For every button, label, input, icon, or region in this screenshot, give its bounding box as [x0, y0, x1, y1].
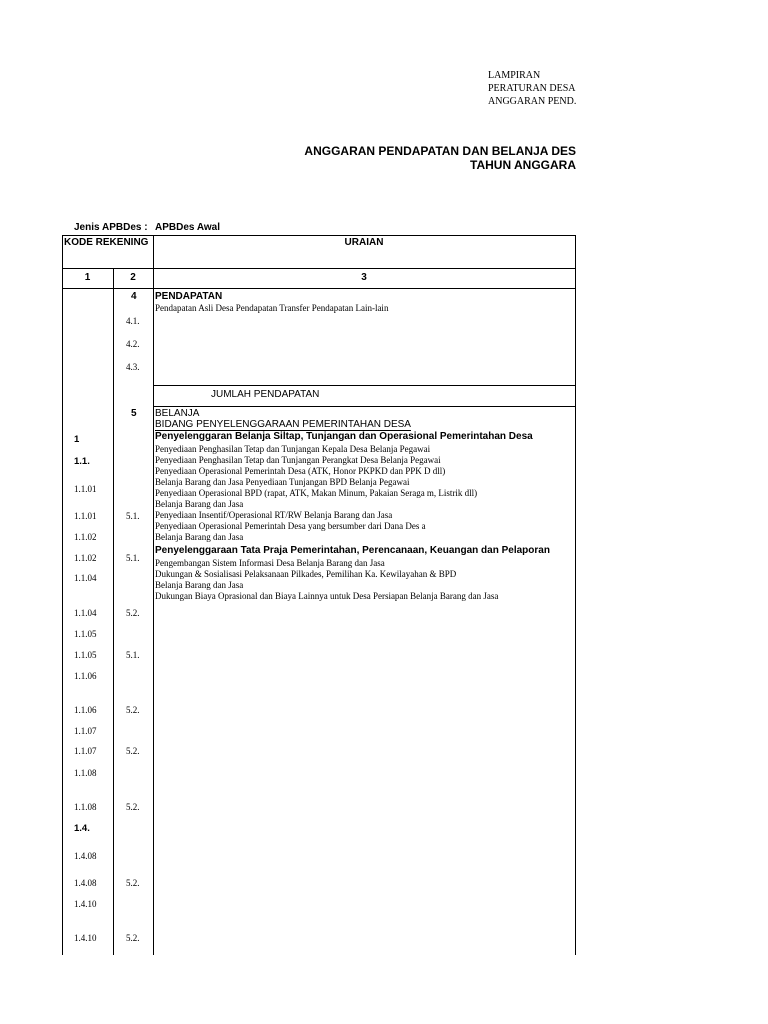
kode-rekening-cell: 1.4.10	[74, 933, 97, 943]
header-kode-rekening: KODE REKENING	[64, 237, 149, 248]
number-row-border	[62, 288, 576, 289]
colnum-3: 3	[361, 272, 367, 283]
desc-line: Dukungan & Sosialisasi Pelaksanaan Pilkades, Pemilihan Ka. Kewilayahan & BPD	[155, 569, 457, 579]
belanja-title: BELANJA	[155, 408, 200, 419]
lampiran-block	[488, 69, 576, 108]
kode-rekening-cell: 1.1.07	[74, 726, 97, 736]
bidang-title-text: BIDANG PENYELENGGARAAN PEMERINTAHAN DESA	[155, 419, 411, 430]
col1-divider	[113, 268, 114, 955]
kode-rekening-cell: 1.4.10	[74, 899, 97, 909]
belanja-code: 5	[131, 408, 137, 419]
pendapatan-subcode: 4.2.	[126, 339, 140, 349]
kode-rekening-cell: 1.1.01	[74, 484, 97, 494]
jenis-apbdes-label: Jenis APBDes :	[74, 222, 148, 233]
header-row-border	[62, 268, 576, 269]
bidang-title	[155, 419, 411, 430]
kode-rekening-cell: 1.1.06	[74, 705, 97, 715]
table-top-border	[62, 235, 576, 236]
kode-belanja-cell: 5.1.	[126, 553, 140, 563]
kode-rekening-cell: 1.1.02	[74, 532, 97, 542]
kode-rekening-cell: 1.1.04	[74, 608, 97, 618]
kode-rekening-cell: 1.4.	[74, 823, 90, 834]
colnum-2: 2	[130, 272, 136, 283]
desc-line: Pengembangan Sistem Informasi Desa Belanja Barang dan Jasa	[155, 558, 385, 568]
desc-line: Belanja Barang dan Jasa Penyediaan Tunjangan BPD Belanja Pegawai	[155, 477, 410, 487]
kode-rekening-cell: 1.1.05	[74, 629, 97, 639]
kode-rekening-cell: 1.1.08	[74, 802, 97, 812]
desc-line: Penyediaan Operasional Pemerintah Desa (ATK, Honor PKPKD dan PPK D dll)	[155, 466, 446, 476]
jumlah-pendapatan-label: JUMLAH PENDAPATAN	[211, 389, 320, 400]
desc-line: Belanja Barang dan Jasa	[155, 532, 244, 542]
kode-rekening-cell: 1.1.04	[74, 573, 97, 583]
table-right-border	[575, 235, 576, 955]
kode-belanja-cell: 5.2.	[126, 705, 140, 715]
table-left-border	[62, 235, 63, 955]
pendapatan-subcode: 4.1.	[126, 316, 140, 326]
page-title: ANGGARAN PENDAPATAN DAN BELANJA DES	[304, 144, 576, 158]
pendapatan-code: 4	[131, 291, 137, 302]
kode-rekening-cell: 1.4.08	[74, 851, 97, 861]
desc-line: Penyediaan Operasional BPD (rapat, ATK, Makan Minum, Pakaian Seraga m, Listrik dll)	[155, 488, 478, 498]
anggaran-line: ANGGARAN PEND.	[488, 96, 576, 107]
desc-line: Penyediaan Penghasilan Tetap dan Tunjangan Kepala Desa Belanja Pegawai	[155, 444, 431, 454]
peraturan-desa-line: PERATURAN DESA	[488, 83, 576, 94]
kode-rekening-cell: 1.4.08	[74, 878, 97, 888]
desc-line: Dukungan Biaya Oprasional dan Biaya Lainnya untuk Desa Persiapan Belanja Barang dan Jasa	[155, 591, 499, 601]
kode-rekening-cell: 1.1.07	[74, 746, 97, 756]
kode-rekening-cell: 1	[74, 434, 80, 445]
page-subtitle: TAHUN ANGGARA	[470, 158, 576, 172]
kode-belanja-cell: 5.1.	[126, 650, 140, 660]
desc-line: Penyediaan Insentif/Operasional RT/RW Belanja Barang dan Jasa	[155, 510, 393, 520]
pendapatan-total-top-border	[153, 385, 576, 386]
kode-rekening-cell: 1.1.05	[74, 650, 97, 660]
kode-rekening-cell: 1.1.02	[74, 553, 97, 563]
jenis-apbdes-value: APBDes Awal	[155, 222, 221, 233]
pendapatan-line: Pendapatan Asli Desa Pendapatan Transfer Pendapatan Lain-lain	[155, 303, 389, 313]
desc-line: Penyediaan Penghasilan Tetap dan Tunjangan Perangkat Desa Belanja Pegawai	[155, 455, 441, 465]
desc-line: Belanja Barang dan Jasa	[155, 499, 244, 509]
pendapatan-title: PENDAPATAN	[155, 291, 223, 302]
kode-rekening-cell: 1.1.01	[74, 511, 97, 521]
kode-rekening-cell: 1.1.06	[74, 671, 97, 681]
desc-line: Belanja Barang dan Jasa	[155, 580, 244, 590]
pendapatan-total-bottom-border	[153, 406, 576, 407]
kode-belanja-cell: 5.2.	[126, 746, 140, 756]
desc-line: Penyediaan Operasional Pemerintah Desa yang bersumber dari Dana Des a	[155, 521, 426, 531]
kode-belanja-cell: 5.2.	[126, 802, 140, 812]
colnum-1: 1	[84, 272, 91, 283]
kode-rekening-cell: 1.1.	[74, 456, 90, 467]
header-uraian: URAIAN	[344, 237, 384, 248]
desc-line: Penyelenggaran Belanja Siltap, Tunjangan dan Operasional Pemerintahan Desa	[155, 431, 533, 442]
kode-belanja-cell: 5.1.	[126, 511, 140, 521]
kode-rekening-cell: 1.1.08	[74, 768, 97, 778]
kode-belanja-cell: 5.2.	[126, 608, 140, 618]
col2-divider	[153, 235, 154, 955]
kode-belanja-cell: 5.2.	[126, 878, 140, 888]
lampiran-line: LAMPIRAN	[488, 70, 541, 81]
kode-belanja-cell: 5.2.	[126, 933, 140, 943]
desc-line: Penyelenggaraan Tata Praja Pemerintahan, Perencanaan, Keuangan dan Pelaporan	[155, 545, 550, 556]
pendapatan-subcode: 4.3.	[126, 362, 140, 372]
